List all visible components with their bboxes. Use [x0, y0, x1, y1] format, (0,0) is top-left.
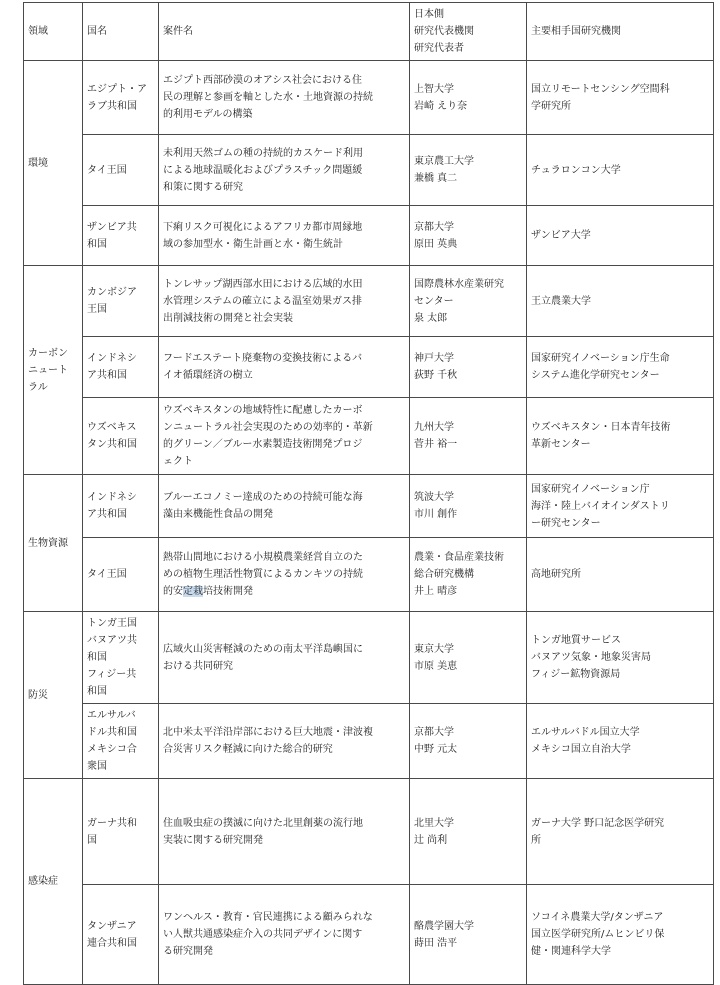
table-row: [24, 61, 714, 135]
country-cell: タイ王国: [83, 135, 159, 206]
table-row: [24, 885, 714, 985]
header-country: 国名: [83, 3, 159, 61]
partner-institution-cell: チュラロンコン大学: [527, 135, 714, 206]
country-cell: トンガ王国 バヌアツ共 和国 フィジー共 和国: [83, 612, 159, 704]
field-cell: 感染症: [24, 779, 83, 985]
country-cell: ウズベキス タン共和国: [83, 398, 159, 475]
country-cell: タンザニア 連合共和国: [83, 885, 159, 985]
partner-institution-cell: 国家研究イノベーション庁生命 システム進化学研究センター: [527, 337, 714, 398]
project-cell: トンレサップ湖西部水田における広域的水田 水管理システムの確立による温室効果ガス排 出削減技術の開発と社会実装: [159, 266, 410, 337]
project-cell: ブルーエコノミー達成のための持続可能な海 藻由来機能性食品の開発: [159, 475, 410, 538]
partner-institution-cell: ザンビア大学: [527, 206, 714, 266]
japan-institution-cell: 京都大学 原田 英典: [410, 206, 527, 266]
country-cell: ザンビア共 和国: [83, 206, 159, 266]
japan-institution-cell: 上智大学 岩崎 えり奈: [410, 61, 527, 135]
partner-institution-cell: ウズベキスタン・日本青年技術 革新センター: [527, 398, 714, 475]
partner-institution-cell: エルサルバドル国立大学 メキシコ国立自治大学: [527, 704, 714, 779]
country-cell: エジプト・ア ラブ共和国: [83, 61, 159, 135]
project-cell: 北中米太平洋沿岸部における巨大地震・津波複 合災害リスク軽減に向けた総合的研究: [159, 704, 410, 779]
field-cell: 環境: [24, 61, 83, 266]
partner-institution-cell: 国立リモートセンシング空間科 学研究所: [527, 61, 714, 135]
header-field: 領域: [24, 3, 83, 61]
table-row: [24, 266, 714, 337]
country-cell: エルサルバ ドル共和国 メキシコ合 衆国: [83, 704, 159, 779]
japan-institution-cell: 京都大学 中野 元太: [410, 704, 527, 779]
partner-institution-cell: ソコイネ農業大学/タンザニア 国立医学研究所/ムヒンビリ保 健・関連科学大学: [527, 885, 714, 985]
project-table: [23, 2, 714, 985]
country-cell: ガーナ共和 国: [83, 779, 159, 885]
japan-institution-cell: 神戸大学 荻野 千秋: [410, 337, 527, 398]
project-cell: 下痢リスク可視化によるアフリカ都市周縁地 域の参加型水・衛生計画と水・衛生統計: [159, 206, 410, 266]
japan-institution-cell: 東京大学 市原 美恵: [410, 612, 527, 704]
project-cell: ウズベキスタンの地域特性に配慮したカーボ ンニュートラル社会実現のための効率的・革新 的グリーン／ブルー水素製造技術開発プロジ ェクト: [159, 398, 410, 475]
table-row: [24, 337, 714, 398]
japan-institution-cell: 九州大学 菅井 裕一: [410, 398, 527, 475]
header-partner-institution: 主要相手国研究機関: [527, 3, 714, 61]
japan-institution-cell: 東京農工大学 兼橋 真二: [410, 135, 527, 206]
header-row: [24, 3, 714, 61]
japan-institution-cell: 筑波大学 市川 創作: [410, 475, 527, 538]
country-cell: インドネシ ア共和国: [83, 475, 159, 538]
country-cell: インドネシ ア共和国: [83, 337, 159, 398]
table-row: [24, 135, 714, 206]
partner-institution-cell: ガーナ大学 野口記念医学研究 所: [527, 779, 714, 885]
japan-institution-cell: 酪農学園大学 蒔田 浩平: [410, 885, 527, 985]
header-japan-institution: 日本側 研究代表機関 研究代表者: [410, 3, 527, 61]
project-text: 培技術開発: [203, 586, 253, 597]
table-row: [24, 538, 714, 612]
table-row: [24, 398, 714, 475]
table-row: [24, 206, 714, 266]
table-row: [24, 612, 714, 704]
japan-institution-cell: 国際農林水産業研究 センター 泉 太郎: [410, 266, 527, 337]
field-cell: カーボン ニュート ラル: [24, 266, 83, 475]
partner-institution-cell: 王立農業大学: [527, 266, 714, 337]
header-project: 案件名: [159, 3, 410, 61]
project-cell: [159, 538, 410, 612]
country-cell: カンボジア 王国: [83, 266, 159, 337]
japan-institution-cell: 北里大学 辻 尚利: [410, 779, 527, 885]
partner-institution-cell: 国家研究イノベーション庁 海洋・陸上バイオインダストリ ー研究センター: [527, 475, 714, 538]
field-cell: 生物資源: [24, 475, 83, 612]
project-cell: ワンヘルス・教育・官民連携による顧みられな い人獣共通感染症介入の共同デザインに関す る研究開発: [159, 885, 410, 985]
project-cell: 住血吸虫症の撲滅に向けた北里創薬の流行地 実装に関する研究開発: [159, 779, 410, 885]
project-cell: エジプト西部砂漠のオアシス社会における住 民の理解と参画を軸とした水・土地資源の持続 的利用モデルの構築: [159, 61, 410, 135]
project-cell: フードエステート廃棄物の変換技術によるバ イオ循環経済の樹立: [159, 337, 410, 398]
table-row: [24, 704, 714, 779]
text-selection-highlight: 定栽: [183, 586, 203, 597]
project-cell: 未利用天然ゴムの種の持続的カスケード利用 による地球温暖化およびプラスチック問題緩 和策に関する研究: [159, 135, 410, 206]
japan-institution-cell: 農業・食品産業技術 総合研究機構 井上 晴彦: [410, 538, 527, 612]
table-row: [24, 475, 714, 538]
country-cell: タイ王国: [83, 538, 159, 612]
partner-institution-cell: 高地研究所: [527, 538, 714, 612]
partner-institution-cell: トンガ地質サービス バヌアツ気象・地象災害局 フィジー鉱物資源局: [527, 612, 714, 704]
table-row: [24, 779, 714, 885]
project-cell: 広域火山災害軽減のための南太平洋島嶼国に おける共同研究: [159, 612, 410, 704]
project-text: 熱帯山間地における小規模農業経営自立のた めの植物生理活性物質によるカンキツの持続 的安: [163, 552, 363, 597]
field-cell: 防災: [24, 612, 83, 779]
